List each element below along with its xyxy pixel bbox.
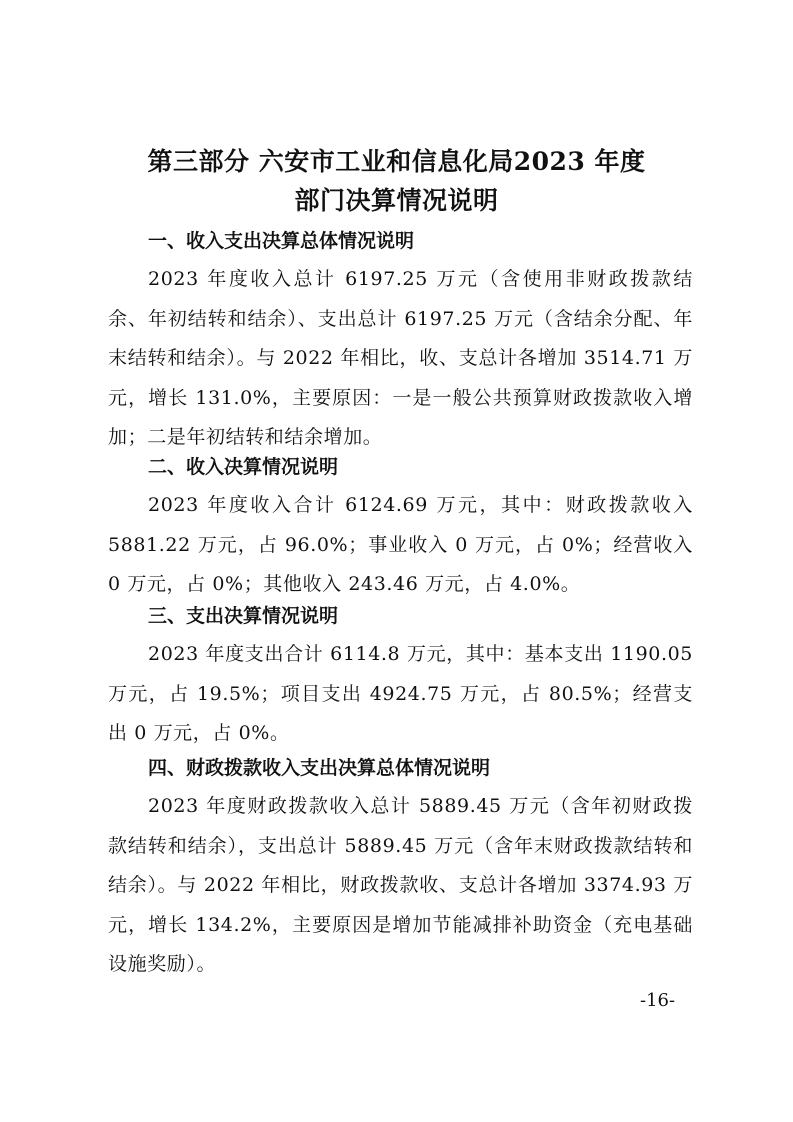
document-title-line-1: 第三部分 六安市工业和信息化局2023 年度	[147, 147, 646, 176]
section-paragraph-4: 2023 年度财政拨款收入总计 5889.45 万元（含年初财政拨款结转和结余），支出总计 5889.45 万元（含年末财政拨款结转和结余）。与 2022 年相比，财政拨款收、支总计各增加 3374.93 万元，增长 134.2%，主要原因是增加节能减排补助资金（充电基础设施奖励）。	[108, 795, 693, 975]
page-number: -16-	[640, 990, 676, 1011]
section-heading-1: 一、收入支出决算总体情况说明	[148, 230, 415, 252]
document-title-line-2: 部门决算情况说明	[294, 186, 499, 215]
section-heading-4: 四、财政拨款收入支出决算总体情况说明	[148, 757, 491, 779]
section-heading-3: 三、支出决算情况说明	[148, 605, 339, 627]
section-heading-2: 二、收入决算情况说明	[148, 456, 339, 478]
section-paragraph-2: 2023 年度收入合计 6124.69 万元，其中：财政拨款收入 5881.22 万元，占 96.0%；事业收入 0 万元，占 0%；经营收入 0 万元，占 0%；其他收入 243.46 万元，占 4.0%。	[108, 494, 693, 595]
section-paragraph-1: 2023 年度收入总计 6197.25 万元（含使用非财政拨款结余、年初结转和结余）、支出总计 6197.25 万元（含结余分配、年末结转和结余）。与 2022 年相比，收、支总计各增加 3514.71 万元，增长 131.0%，主要原因：一是一般公共预算财政拨款收入增加；二是年初结转和结余增加。	[108, 268, 693, 448]
section-paragraph-3: 2023 年度支出合计 6114.8 万元，其中：基本支出 1190.05 万元，占 19.5%；项目支出 4924.75 万元，占 80.5%；经营支出 0 万元，占 0%。	[108, 643, 693, 744]
